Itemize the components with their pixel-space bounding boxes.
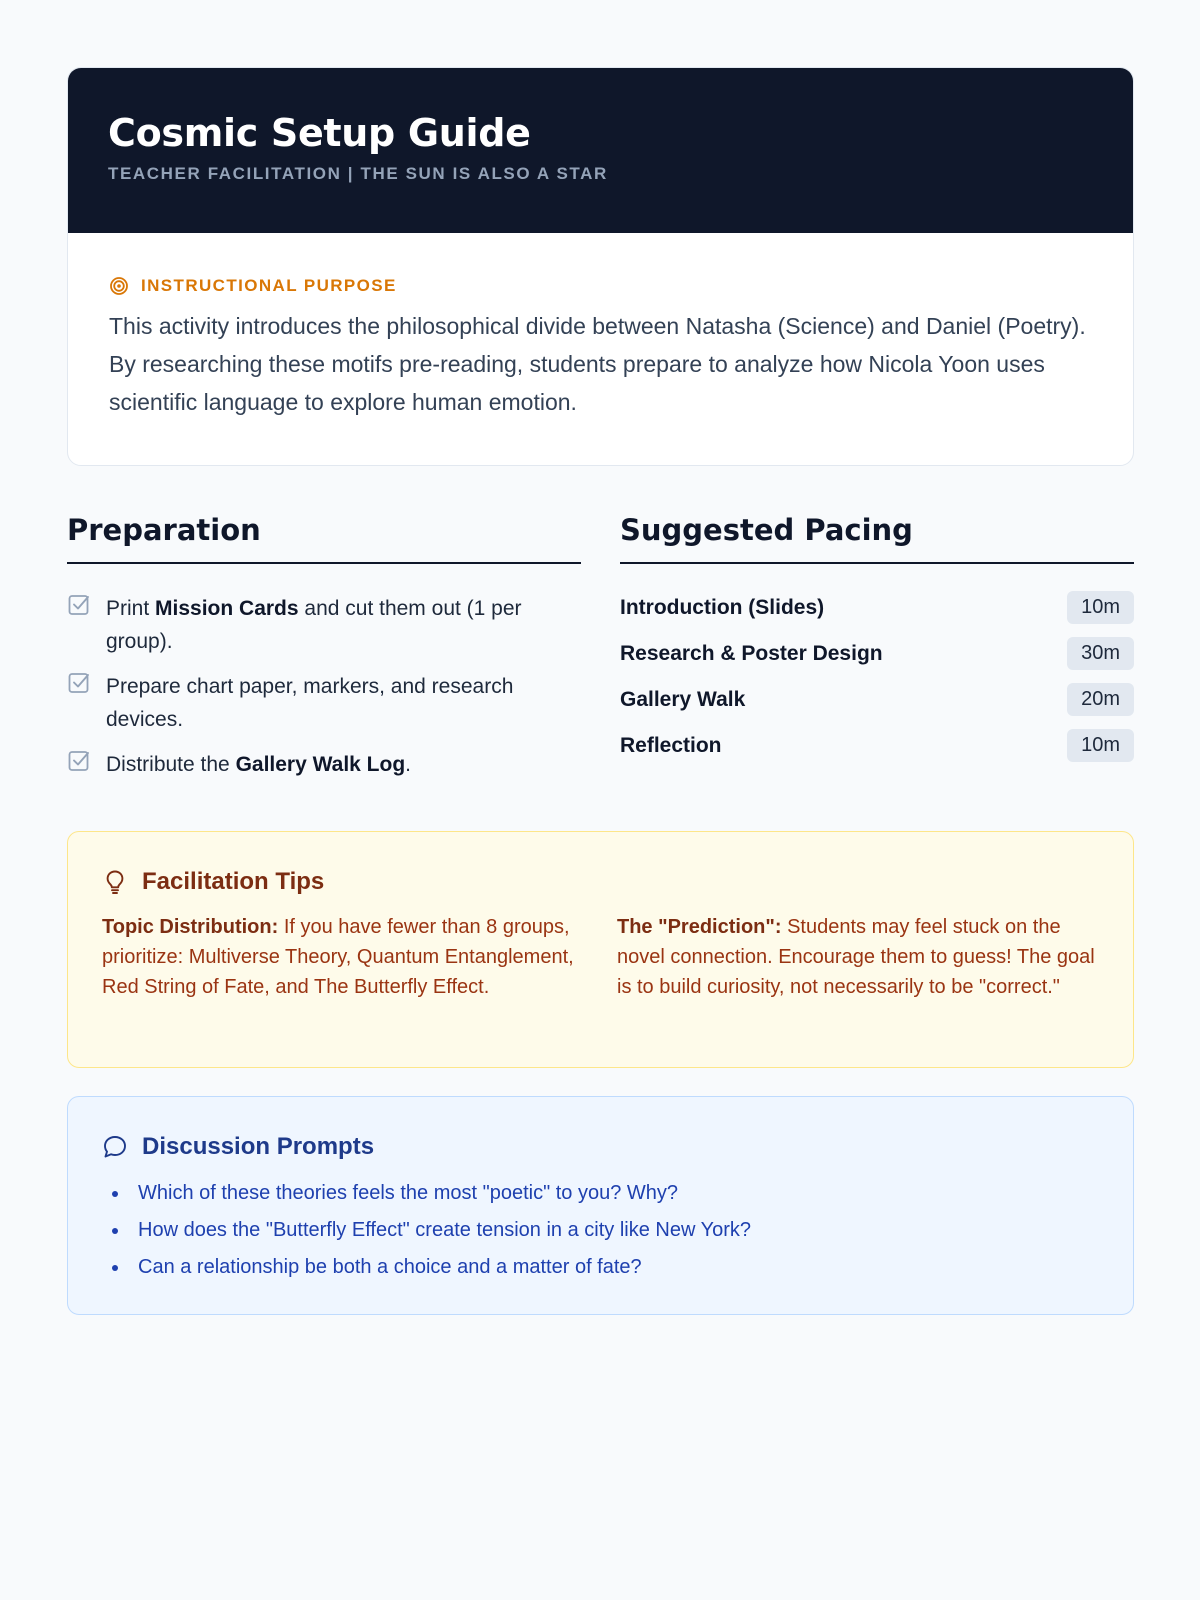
page-title: Cosmic Setup Guide [108,111,531,155]
pacing-title: Suggested Pacing [620,510,1134,564]
checkbox-checked-icon [67,749,91,773]
discussion-heading [102,1131,1099,1163]
pacing-row [620,637,1134,670]
pacing-row [620,591,1134,624]
preparation-item [67,748,581,781]
tips-heading [102,866,1099,898]
pacing-label: Reflection [620,733,722,757]
target-icon [109,276,129,296]
pacing-time-badge: 10m [1067,591,1134,624]
discussion-title: Discussion Prompts [142,1133,375,1160]
preparation-text: Print Mission Cards and cut them out (1 per group). [106,597,522,653]
discussion-list [102,1175,1099,1286]
guide-header-card [67,67,1134,466]
pacing-label: Gallery Walk [620,687,746,711]
discussion-prompts-card [67,1096,1134,1315]
preparation-text: Distribute the Gallery Walk Log. [106,753,412,776]
discussion-item: Can a relationship be both a choice and a matter of fate? [102,1249,1099,1286]
facilitation-tips-card [67,831,1134,1068]
tip-topic-distribution: Topic Distribution: If you have fewer than 8 groups, prioritize: Multiverse Theory, Quantum Entanglement, Red String of Fate, and The Butterfly Effect. [102,916,574,998]
pacing-row [620,683,1134,716]
discussion-item: How does the "Butterfly Effect" create tension in a city like New York? [102,1212,1099,1249]
lightbulb-icon [102,869,128,895]
bullet-icon [112,1191,118,1197]
pacing-list [620,591,1134,762]
bullet-icon [112,1265,118,1271]
pacing-time-badge: 10m [1067,729,1134,762]
pacing-section [620,510,1134,793]
purpose-text: This activity introduces the philosophical divide between Natasha (Science) and Daniel (Poetry). By researching these motifs pre-reading, students prepare to analyze how Nicola Yoon uses scientific language to explore human emotion. [109,313,1086,415]
pacing-label: Introduction (Slides) [620,595,825,619]
pacing-label: Research & Poster Design [620,641,883,665]
preparation-text: Prepare chart paper, markers, and research devices. [106,675,514,731]
two-column-section [67,510,1134,793]
preparation-item [67,592,581,658]
speech-bubble-icon [102,1134,128,1160]
instructional-purpose [68,233,1133,465]
tips-title: Facilitation Tips [142,868,325,895]
pacing-time-badge: 20m [1067,683,1134,716]
preparation-title: Preparation [67,510,581,564]
preparation-item [67,670,581,736]
bullet-icon [112,1228,118,1234]
purpose-heading [109,273,1093,299]
checkbox-checked-icon [67,593,91,617]
pacing-row [620,729,1134,762]
discussion-item: Which of these theories feels the most "poetic" to you? Why? [102,1175,1099,1212]
guide-header [68,68,1133,233]
purpose-label: INSTRUCTIONAL PURPOSE [141,276,397,295]
tip-prediction: The "Prediction": Students may feel stuck on the novel connection. Encourage them to guess! The goal is to build curiosity, not necessarily to be "correct." [617,916,1095,998]
checkbox-checked-icon [67,671,91,695]
preparation-list [67,592,581,781]
preparation-section [67,510,581,793]
tips-grid [102,912,1099,1002]
page-subtitle: TEACHER FACILITATION | THE SUN IS ALSO A STAR [108,164,608,183]
setup-guide [67,67,1134,1315]
pacing-time-badge: 30m [1067,637,1134,670]
